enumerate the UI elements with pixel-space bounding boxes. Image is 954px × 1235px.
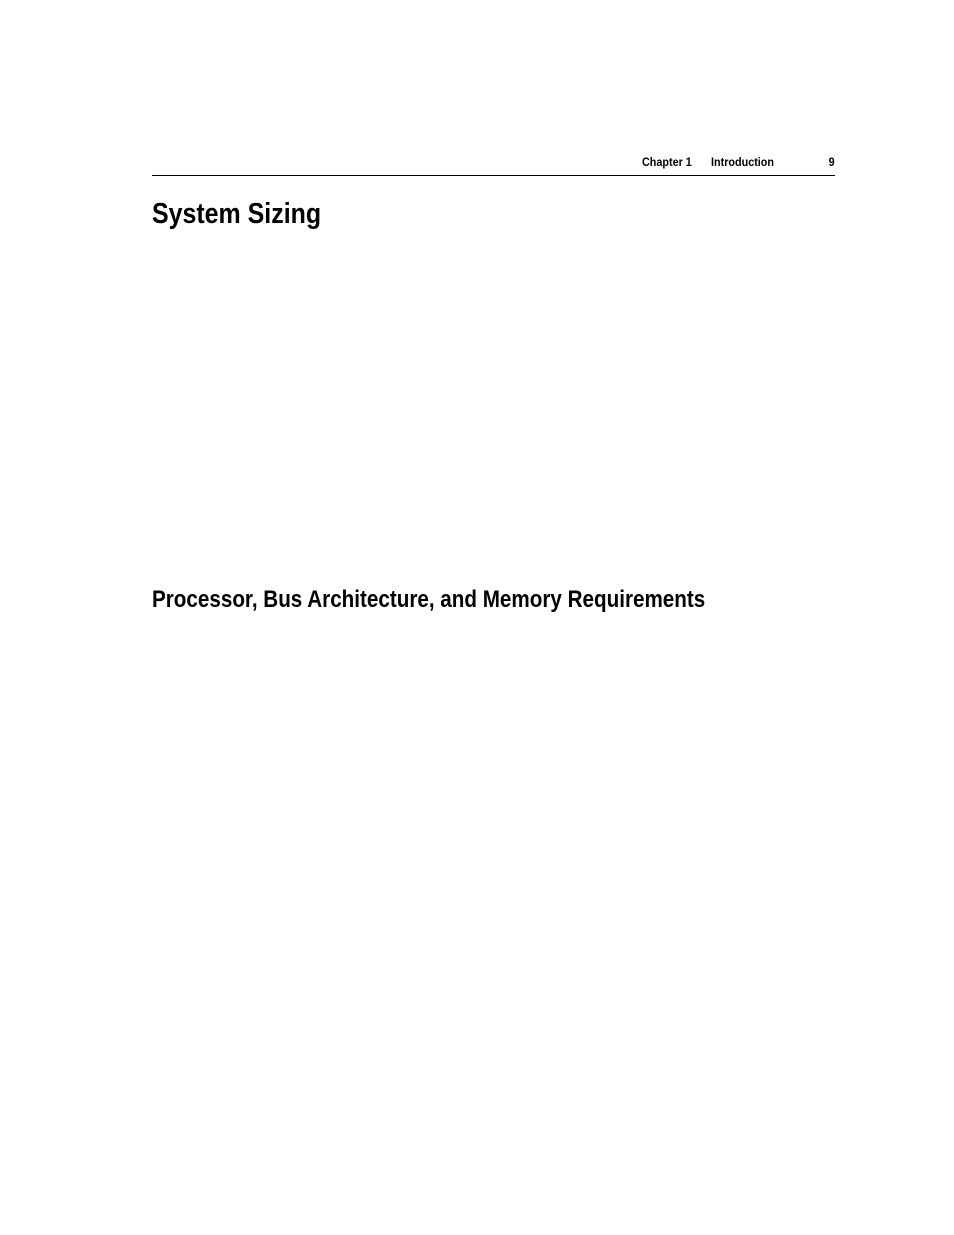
header-page-number: 9 <box>828 155 835 169</box>
running-header <box>152 154 835 176</box>
header-chapter-title: Introduction <box>711 155 774 169</box>
subsection-heading: Processor, Bus Architecture, and Memory Requirements <box>152 586 706 613</box>
header-chapter-label: Chapter 1 <box>642 155 692 169</box>
section-heading: System Sizing <box>152 198 322 230</box>
